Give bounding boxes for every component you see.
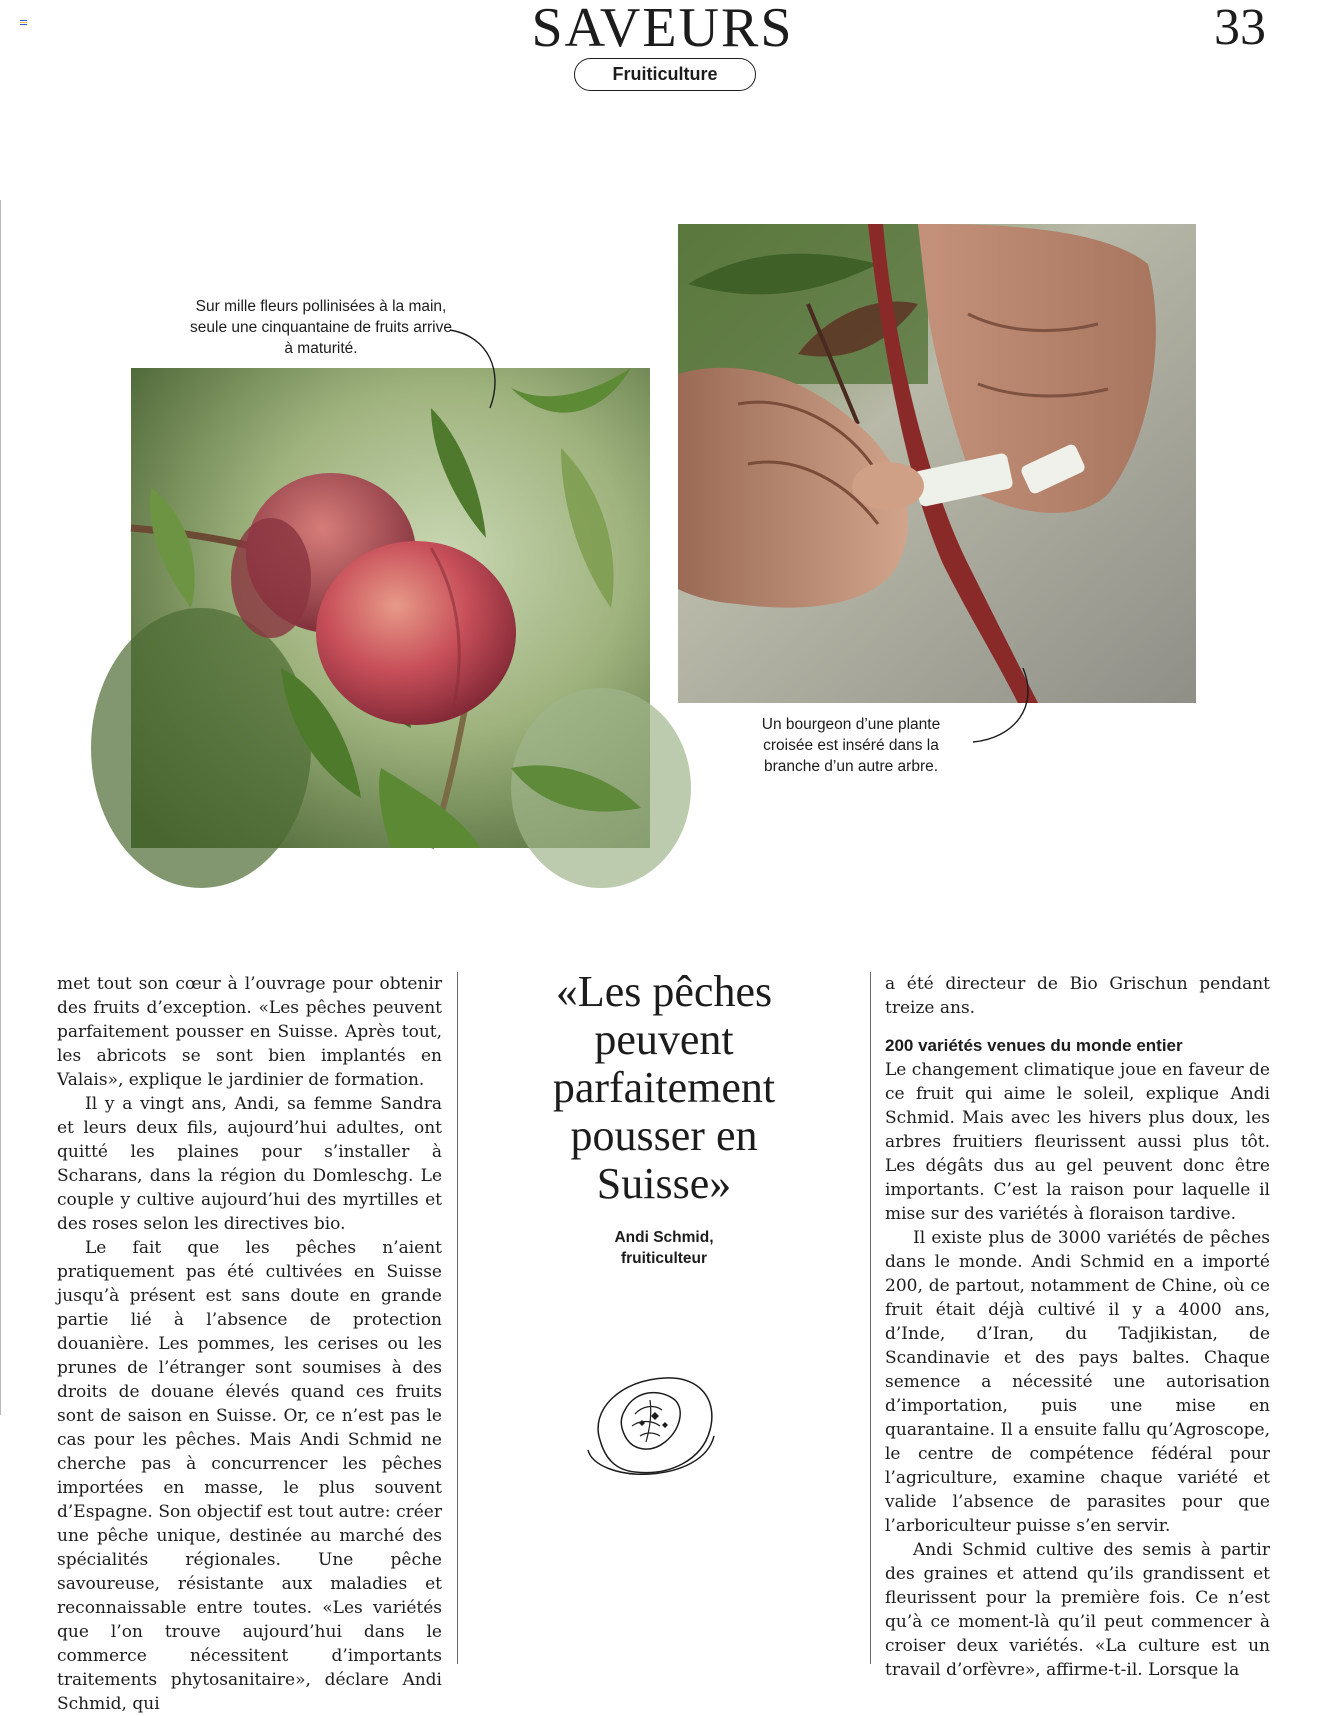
rubric-badge: Fruiticulture xyxy=(574,58,756,91)
article-right-column xyxy=(885,972,1270,1682)
grafting-caption-leader-line xyxy=(965,666,1035,746)
page-edge-rule xyxy=(0,200,1,1415)
section-title: SAVEURS xyxy=(531,0,794,59)
article-subheading: 200 variétés venues du monde entier xyxy=(885,1036,1183,1055)
page-number: 33 xyxy=(1214,0,1266,56)
grafting-hands-photo-icon xyxy=(678,224,1196,703)
article-left-column xyxy=(57,972,442,1716)
peach-caption-leader-line xyxy=(448,326,508,416)
body-paragraph: Andi Schmid cultive des semis à partir des graines et attend qu’ils grandissent et fleurissent pour la première fois. Ce n’est qu’à ce moment-là qu’il peut commencer à croiser deux variétés. «La culture est un travail d’orfèvre», affirme-t-il. Lorsque la xyxy=(885,1540,1270,1680)
body-paragraph: Le changement climatique joue en faveur de ce fruit qui aime le soleil, explique Andi Schmid. Mais avec les hivers plus doux, les arbres fruitiers fleurissent aussi plus tôt. Les dégâts dus au gel peuvent donc être importants. C’est la raison pour laquelle il mise sur des variétés à floraison tardive. xyxy=(885,1060,1270,1224)
quote-attribution xyxy=(560,1227,768,1269)
peach-photo xyxy=(131,368,650,848)
grafting-caption: Un bourgeon d’une plante croisée est inséré dans la branche d’un autre arbre. xyxy=(761,716,941,775)
body-paragraph: Il y a vingt ans, Andi, sa femme Sandra et leurs deux fils, aujourd’hui adultes, ont quitté les plaines pour s’installer à Scharans, dans la région du Domleschg. Le couple y cultive aujourd’hui des myrtilles et des roses selon les directives bio. xyxy=(57,1094,442,1234)
body-paragraph: met tout son cœur à l’ouvrage pour obtenir des fruits d’exception. «Les pêches peuvent parfaitement pousser en Suisse. Après tout, les abricots se sont bien implantés en Valais», explique le jardinier de formation. xyxy=(57,974,442,1090)
column-divider xyxy=(870,972,871,1664)
grafting-photo xyxy=(678,224,1196,703)
body-paragraph: Il existe plus de 3000 variétés de pêches dans le monde. Andi Schmid en a importé 200, de partout, notamment de Chine, où ce fruit était déjà cultivé il y a 4000 ans, d’Inde, d’Iran, du Tadjikistan, de Scandinavie et des pays baltes. Chaque semence a nécessité une autorisation d’importation, puis une mise en quarantaine. Il a ensuite fallu qu’Agroscope, le centre de compétence fédéral pour l’agriculture, examine chaque variété et valide l’absence de parasites pour que l’arboriculteur puisse s’en servir. xyxy=(885,1228,1270,1536)
quote-author-role: fruiticulteur xyxy=(620,1250,708,1267)
peach-on-branch-photo-icon xyxy=(131,368,650,848)
body-paragraph: a été directeur de Bio Grischun pendant treize ans. xyxy=(885,974,1270,1018)
quote-author: Andi Schmid, xyxy=(614,1229,714,1246)
column-divider xyxy=(457,972,458,1664)
body-paragraph: Le fait que les pêches n’aient pratiquement pas été cultivées en Suisse jusqu’à présent est sans doute en grande partie lié à l’absence de protection douanière. Les pommes, les cerises ou les prunes de l’étranger sont soumises à des droits de douane élevés quand ces fruits sont de saison en Suisse. Or, ce n’est pas le cas pour les pêches. Mais Andi Schmid ne cherche pas à concurrencer les pêches importées en masse, le plus souvent d’Espagne. Son objectif est tout autre: créer une pêche unique, destinée au marché des spécialités régionales. Une pêche savoureuse, résistante aux maladies et reconnaissable entre toutes. «Les variétés que l’on trouve aujourd’hui dans le commerce nécessitent d’importants traitements phytosanitaire», déclare Andi Schmid, qui xyxy=(57,1238,442,1714)
peach-caption: Sur mille fleurs pollinisées à la main, seule une cinquantaine de fruits arrive à maturité. xyxy=(190,298,452,357)
pull-quote: «Les pêches peuvent parfaitement pousser en Suisse» xyxy=(552,967,776,1208)
halved-peach-line-drawing-icon xyxy=(580,1370,720,1480)
